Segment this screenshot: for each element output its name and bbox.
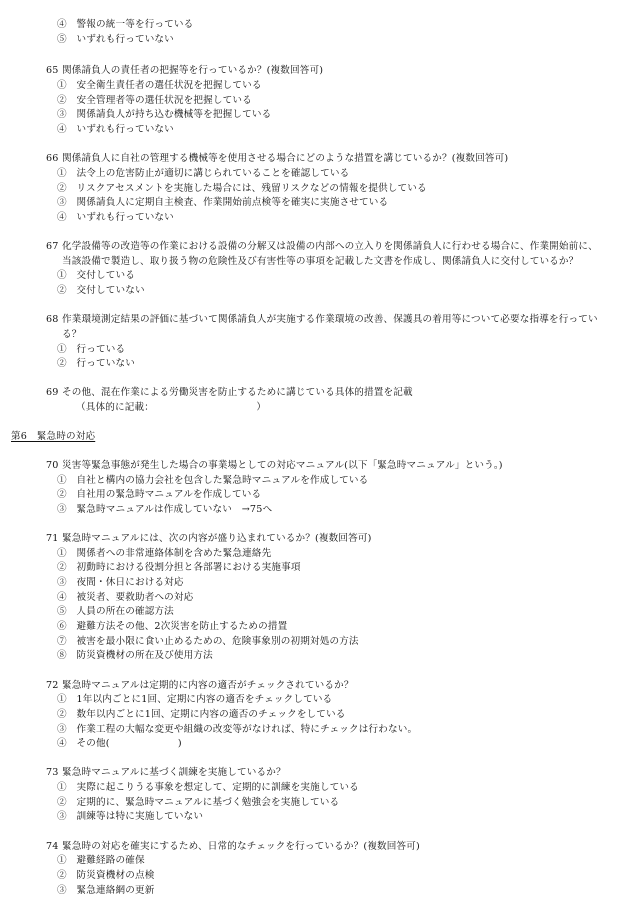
question-number: 67: [46, 241, 59, 252]
option-item: ④ その他( ): [57, 738, 182, 749]
option-item: ④ 被災者、要救助者への対応: [57, 592, 194, 603]
option-item: ① 避難経路の確保: [57, 855, 145, 866]
option-item: ⑤ いずれも行っていない: [57, 34, 174, 45]
option-item: ⑧ 防災資機材の所在及び使用方法: [57, 650, 213, 661]
option-item: ② 交付していない: [57, 285, 145, 296]
option-item: ② 防災資機材の点検: [57, 870, 155, 881]
option-item: ① 法令上の危害防止が適切に講じられていることを確認している: [57, 168, 350, 179]
question-72: [46, 679, 354, 694]
question-text: 緊急時マニュアルには、次の内容が盛り込まれているか？(複数回答可): [62, 533, 372, 544]
question-number: 70: [46, 460, 59, 471]
option-item: ⑦ 被害を最小限に食い止めるための、危険事象別の初期対処の方法: [57, 636, 359, 647]
question-text: 関係請負人の責任者の把握等を行っているか？(複数回答可): [62, 65, 324, 76]
question-65: [46, 64, 323, 79]
question-number: 71: [46, 533, 59, 544]
question-text: 作業環境測定結果の評価に基づいて関係請負人が実施する作業環境の改善、保護具の着用等について必要な指導を行ってい: [62, 314, 598, 325]
question-text: 緊急時マニュアルに基づく訓練を実施しているか？: [62, 767, 286, 778]
option-item: ① 1年以内ごとに1回、定期に内容の適否をチェックしている: [57, 694, 333, 705]
question-number: 65: [46, 65, 59, 76]
option-item: ① 実際に起こりうる事象を想定して、定期的に訓練を実施している: [57, 782, 359, 793]
option-item: ③ 夜間・休日における対応: [57, 577, 184, 588]
option-item: ① 交付している: [57, 270, 135, 281]
option-item: ③ 訓練等は特に実施していない: [57, 811, 204, 822]
question-text: 緊急時の対応を確実にするため、日常的なチェックを行っているか？(複数回答可): [62, 841, 420, 852]
option-item: ② 初動時における役割分担と各部署における実施事項: [57, 562, 301, 573]
option-item: ③ 緊急連絡網の更新: [57, 885, 155, 896]
question-74: [46, 840, 420, 855]
detail-field: （具体的に記載： ）: [76, 402, 267, 413]
question-text: その他、混在作業による労働災害を防止するために講じている具体的措置を記載: [62, 387, 413, 398]
question-71: [46, 532, 371, 547]
option-item: ② 安全管理者等の選任状況を把握している: [57, 95, 252, 106]
question-66: [46, 152, 508, 167]
question-number: 72: [46, 680, 59, 691]
option-item: ② 定期的に、緊急時マニュアルに基づく勉強会を実施している: [57, 797, 340, 808]
question-number: 68: [46, 314, 59, 325]
question-number: 69: [46, 387, 59, 398]
question-text: 化学設備等の改造等の作業における設備の分解又は設備の内部への立入りを関係請負人に行わせる場合に、作業開始前に、: [62, 241, 598, 252]
option-item: ① 行っている: [57, 344, 126, 355]
question-70: [46, 459, 503, 474]
section-heading: 第6 緊急時の対応: [11, 431, 96, 442]
option-item: ② 数年以内ごとに1回、定期に内容の適否のチェックをしている: [57, 709, 346, 720]
option-item: ② リスクアセスメントを実施した場合には、残留リスクなどの情報を提供している: [57, 183, 427, 194]
question-number: 73: [46, 767, 59, 778]
question-text: 災害等緊急事態が発生した場合の事業場としての対応マニュアル(以下「緊急時マニュアル」という。): [62, 460, 503, 471]
option-item: ① 安全衛生責任者の選任状況を把握している: [57, 80, 262, 91]
question-text-continued: 当該設備で製造し、取り扱う物の危険性及び有害性等の事項を記載した文書を作成し、関係請負人に交付しているか？: [62, 256, 579, 267]
option-item: ⑤ 人員の所在の確認方法: [57, 606, 174, 617]
question-number: 66: [46, 153, 59, 164]
option-item: ④ 警報の統一等を行っている: [57, 19, 194, 30]
option-item: ② 行っていない: [57, 358, 135, 369]
option-item: ① 関係者への非常連絡体制を含めた緊急連絡先: [57, 548, 272, 559]
question-69: [46, 386, 413, 401]
question-68: [46, 313, 598, 328]
question-text-continued: る？: [62, 329, 82, 340]
option-item: ④ いずれも行っていない: [57, 124, 174, 135]
question-73: [46, 766, 286, 781]
option-item: ④ いずれも行っていない: [57, 212, 174, 223]
option-item: ① 自社と構内の協力会社を包含した緊急時マニュアルを作成している: [57, 475, 369, 486]
option-item: ③ 作業工程の大幅な変更や組織の改変等がなければ、特にチェックは行わない。: [57, 724, 418, 735]
question-text: 関係請負人に自社の管理する機械等を使用させる場合にどのような措置を講じているか？(複数回答可): [62, 153, 509, 164]
question-number: 74: [46, 841, 59, 852]
question-67: [46, 240, 598, 255]
option-item: ③ 緊急時マニュアルは作成していない →75へ: [57, 504, 273, 515]
option-item: ② 自社用の緊急時マニュアルを作成している: [57, 489, 262, 500]
option-item: ⑥ 避難方法その他、2次災害を防止するための措置: [57, 621, 288, 632]
option-item: ③ 関係請負人が持ち込む機械等を把握している: [57, 109, 272, 120]
option-item: ③ 関係請負人に定期自主検査、作業開始前点検等を確実に実施させている: [57, 197, 389, 208]
question-text: 緊急時マニュアルは定期的に内容の適否がチェックされているか？: [62, 680, 354, 691]
